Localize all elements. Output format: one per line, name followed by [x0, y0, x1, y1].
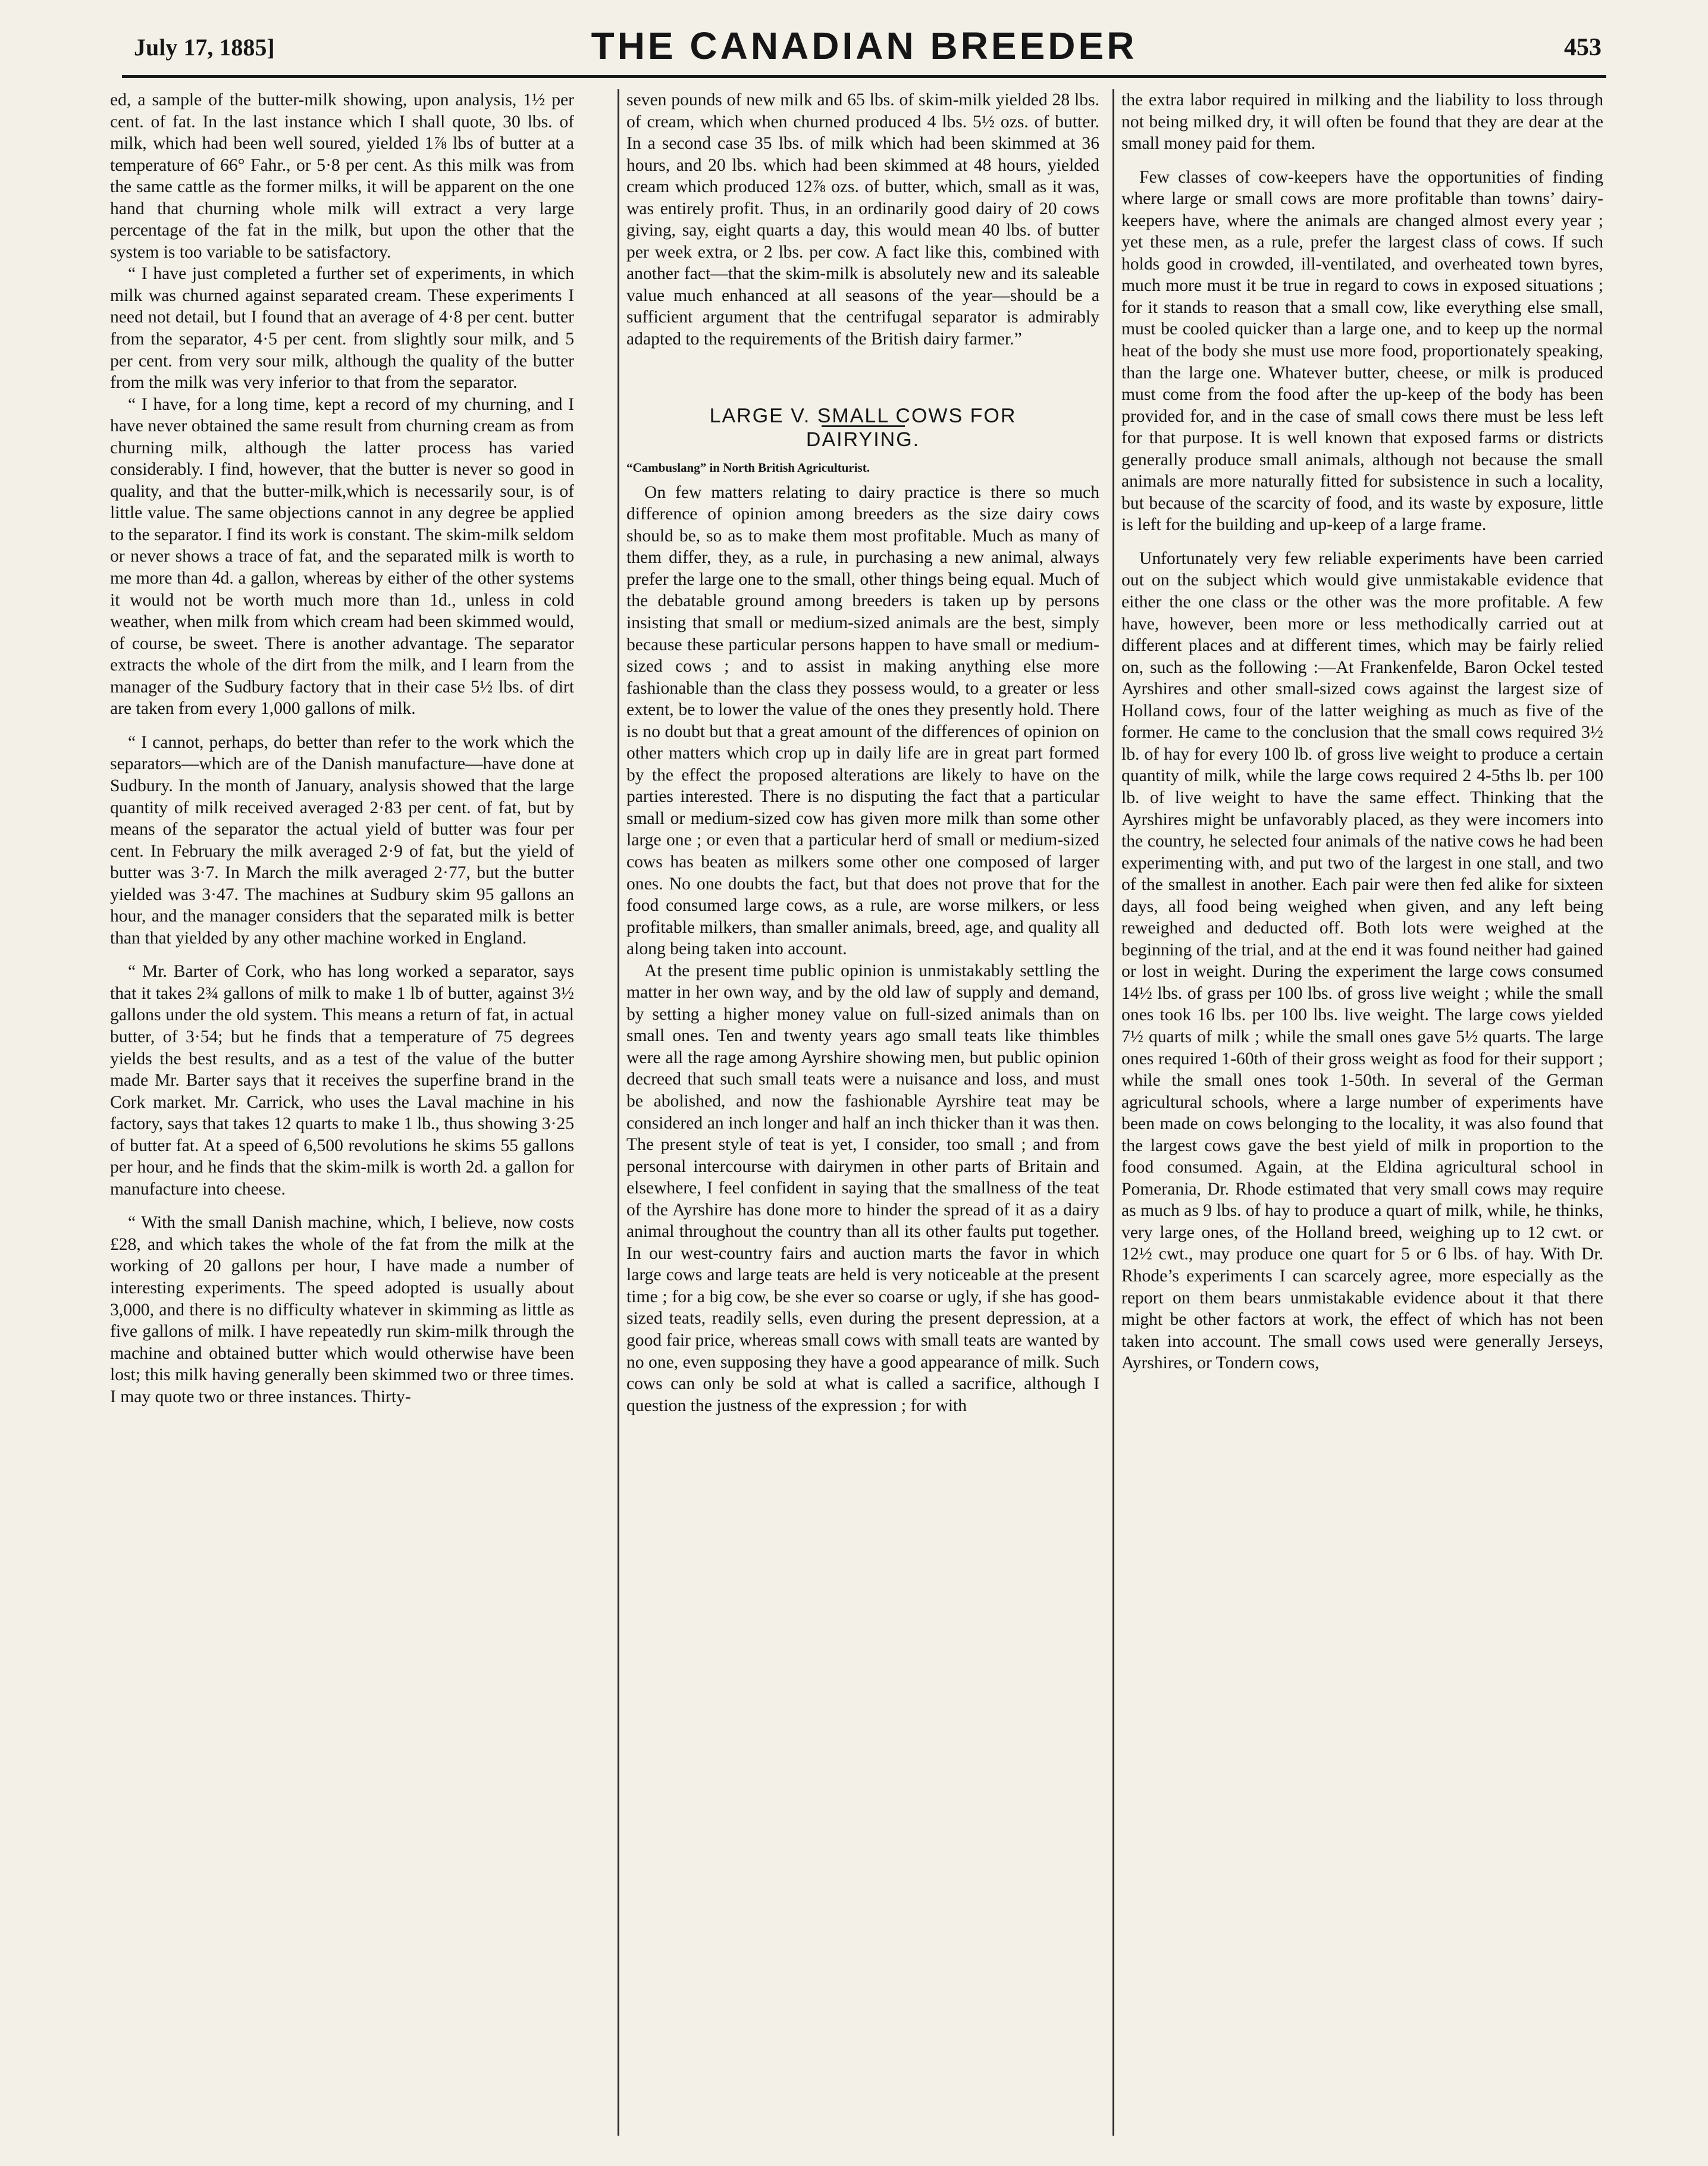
page-number: 453	[1564, 34, 1602, 61]
article-headline	[626, 404, 1099, 452]
masthead-title: THE CANADIAN BREEDER	[591, 24, 1137, 67]
paragraph: the extra labor required in milking and the liability to loss through not being milked dry, it will often be found that they are dear at the small money paid for them.	[1121, 90, 1603, 153]
paragraph: “ Mr. Barter of Cork, who has long worked a separator, says that it takes 2¾ gallons of milk to make 1 lb of butter, against 3½ gallons under the old system. This means a return of fat, in actual butter, of 3·54; but he finds that a temperature of 75 degrees yields the best results, and as a test of the value of the butter made Mr. Barter says that it receives the superfine brand in the Cork market. Mr. Carrick, who uses the Laval machine in his factory, says that takes 12 quarts to make 1 lb., thus showing 3·25 of butter fat. At a speed of 6,500 revolutions he skims 55 gallons per hour, and he finds that the skim-milk is worth 2d. a gallon for manufacture into cheese.	[110, 962, 574, 1199]
paragraph: Unfortunately very few reliable experiments have been carried out on the subject which would give unmistakable evidence that either the one class or the other was the more profitable. A few have, however, been more or less methodically carried out at different places and at different times, which may be fairly relied on, such as the following :—At Frankenfelde, Baron Ockel tested Ayrshires and other small-sized cows against the largest size of Holland cows, four of the latter weighing as much as five of the former. He came to the conclusion that the small cows required 3½ lb. of hay for every 100 lb. of gross live weight to produce a certain quantity of milk, while the large cows required 2 4-5ths lb. per 100 lb. of live weight to have the same effect. Thinking that the Ayrshires might be unfavorably placed, as they were incomers into the country, he selected four animals of the native cows he had been experimenting with, and put two of the largest in one stall, and two of the smallest in another. Each pair were then fed alike for sixteen days, all food being weighed when given, and any left being reweighed and deducted off. Both lots were weighed at the beginning of the trial, and at the end it was found neither had gained or lost in weight. During the experiment the large cows consumed 14½ lbs. of grass per 100 lbs. of gross live weight ; while the small ones took 16 lbs. per 100 lbs. live weight. The large cows yielded 7½ quarts of milk ; while the small ones gave 5½ quarts. The large ones required 1-60th of their gross weight as food for their support ; while the small ones took 1-50th. In several of the German agricultural schools, where a large number of experiments have been made on cows belonging to the locality, it was also found that the largest cows gave the best yield of milk in proportion to the food consumed. Again, at the Eldina agricultural school in Pomerania, Dr. Rhode estimated that very small cows may require as much as 9 lbs. of hay to produce a quart of milk, while, he thinks, very large ones, of the Holland breed, weighing up to 12 cwt. or 12½ cwt., may produce one quart for 5 or 6 lbs. of hay. With Dr. Rhode’s experiments I can scarcely agree, more especially as the report on them bears unmistakable evidence about it that there might be other factors at work, the effect of which has not been taken into account. The small cows used were generally Jerseys, Ayrshires, or Tondern cows,	[1121, 548, 1603, 1373]
column-1	[110, 89, 574, 2136]
paragraph: At the present time public opinion is unmistakably settling the matter in her own way, and by the old law of supply and demand, by setting a higher money value on full-sized animals than on small ones. Ten and twenty years ago small teats like thimbles were all the rage among Ayrshire showing men, but public opinion decreed that such small teats were a nuisance and loss, and must be abolished, and now the fashionable Ayrshire teat may be considered an inch longer and half an inch thicker than it was then. The present style of teat is yet, I consider, too small ; and from personal intercourse with dairymen in other parts of Britain and elsewhere, I feel confident in saying that the smallness of the teat of the Ayrshire has done more to hinder the spread of it as a dairy animal throughout the country than all its other faults put together. In our west-country fairs and auction marts the favor in which large cows and large teats are held is very noticeable at the present time ; for a big cow, be she ever so coarse or ugly, if she has good-sized teats, readily sells, even during the present depression, at a good fair price, whereas small cows with small teats are wanted by no one, even supposing they have a good appearance of milk. Such cows can only be sold at what is called a sacrifice, although I question the justness of the expression ; for with	[626, 961, 1099, 1415]
paragraph: On few matters relating to dairy practice is there so much difference of opinion among breeders as the size dairy cows should be, so as to make them most profitable. Much as many of them differ, they, as a rule, in purchasing a new animal, always prefer the large one to the small, other things being equal. Much of the debatable ground among breeders is taken up by persons insisting that small or medium-sized animals are the best, simply because these particular persons happen to have small or medium-sized cows ; and to assist in making anything else more fashionable than the class they possess would, to a greater or less extent, be to lower the value of the ones they presently hold. There is no doubt but that a great amount of the differences of opinion on other matters which crop up in daily life are in great part formed by the effect the proposed alterations are likely to have on the parties interested. There is no disputing the fact that a particular small or medium-sized cow has given more milk than some other large one ; or even that a particular herd of small or medium-sized cows has beaten as milkers some other one composed of larger ones. No one doubts the fact, but that does not prove that for the food consumed large cows, as a rule, are worse milkers, or less profitable milkers, than smaller animals, breed, age, and quality all along being taken into account.	[626, 482, 1099, 959]
issue-date: July 17, 1885]	[134, 34, 275, 61]
headline-line-2: DAIRYING.	[806, 428, 920, 451]
headline-line-1: LARGE V. SMALL COWS FOR	[709, 404, 1017, 427]
column-2	[618, 89, 1099, 2136]
page-header	[122, 23, 1606, 78]
paragraph: ed, a sample of the butter-milk showing, upon analysis, 1½ per cent. of fat. In the last instance which I shall quote, 30 lbs. of milk, which had been well soured, yielded 1⅞ lbs of butter at a temperature of 66° Fahr., or 5·8 per cent. As this milk was from the same cattle as the former milks, it will be apparent on the one hand that churning whole milk will extract a very large percentage of the fat in the milk, but upon the other that the system is too variable to be satisfactory.	[110, 90, 574, 262]
paragraph: Few classes of cow-keepers have the opportunities of finding where large or small cows are more profitable than towns’ dairy-keepers have, where the animals are changed almost every year ; yet these men, as a rule, prefer the largest class of cows. If such holds good in crowded, ill-ventilated, and overheated town byres, much more must it be true in regard to cows in exposed situations ; for it stands to reason that a small cow, like everything else small, must be cooled quicker than a large one, and to keep up the normal heat of the body she must use more food, proportionately speaking, than the large one. Whatever butter, cheese, or milk is produced must come from the food after the up-keep of the body has been provided for, and in the case of small cows there must be less left for that purpose. It is well known that exposed farms or districts generally produce small animals, although not because the small animals are more naturally fitted for subsistence in such a locality, but because of the scarcity of food, and its waste by exposure, little is left for the building and up-keep of a large frame.	[1121, 167, 1603, 535]
paragraph: “ I cannot, perhaps, do better than refer to the work which the separators—which are of the Danish manufacture—have done at Sudbury. In the month of January, analysis showed that the large quantity of milk received averaged 2·83 per cent. of fat, but by means of the separator the actual yield of butter was four per cent. In February the milk averaged 2·9 of fat, but the yield of butter was 3·7. In March the milk averaged 2·77, but the butter yielded was 3·47. The machines at Sudbury skim 95 gallons an hour, and the manager considers that the separated milk is better than that yielded by any other machine worked in England.	[110, 732, 574, 948]
article-source: “Cambuslang” in North British Agriculturist.	[626, 460, 870, 475]
paragraph: seven pounds of new milk and 65 lbs. of skim-milk yielded 28 lbs. of cream, which when churned produced 4 lbs. 5½ ozs. of butter. In a second case 35 lbs. of milk which had been skimmed at 36 hours, and 20 lbs. which had been skimmed at 48 hours, yielded cream which produced 12⅞ ozs. of butter, which, small as it was, was entirely profit. Thus, in an ordinarily good dairy of 20 cows giving, say, eight quarts a day, this would mean 40 lbs. of butter per week extra, or 2 lbs. per cow. A fact like this, combined with another fact—that the skim-milk is absolutely new and its saleable value much enhanced at all seasons of the year—should be a sufficient argument that the centrifugal separator is admirably adapted to the requirements of the British dairy farmer.”	[626, 90, 1099, 349]
paragraph: “ With the small Danish machine, which, I believe, now costs £28, and which takes the whole of the fat from the milk at the working of 20 gallons per hour, I have made a number of interesting experiments. The speed adopted is usually about 3,000, and there is no difficulty whatever in skimming as little as five gallons of milk. I have repeatedly run skim-milk through the machine and obtained butter which would otherwise have been lost; this milk having generally been skimmed two or three times. I may quote two or three instances. Thirty-	[110, 1213, 574, 1406]
column-3	[1112, 89, 1603, 2136]
paragraph: “ I have just completed a further set of experiments, in which milk was churned against separated cream. These experiments I need not detail, but I found that an average of 4·8 per cent. butter from the separator, 4·5 per cent. from slightly sour milk, and 5 per cent. from very sour milk, although the quality of the butter from the milk was very inferior to that from the separator.	[110, 264, 574, 393]
paragraph: “ I have, for a long time, kept a record of my churning, and I have never obtained the same result from churning cream as from churning milk, although the latter process has varied considerably. I find, however, that the butter is never so good in quality, and that the butter-milk,which is necessarily sour, is of little value. The same objections cannot in any degree be applied to the separator. I find its work is constant. The skim-milk seldom or never shows a trace of fat, and the separated milk is worth to me more than 4d. a gallon, whereas by either of the other systems it would not be worth much more than 1d., unless in cold weather, when milk from which cream had been skimmed would, of course, be sweet. There is another advantage. The separator extracts the whole of the dirt from the milk, and I learn from the manager of the Sudbury factory that in their case 5½ lbs. of dirt are taken from every 1,000 gallons of milk.	[110, 394, 574, 719]
